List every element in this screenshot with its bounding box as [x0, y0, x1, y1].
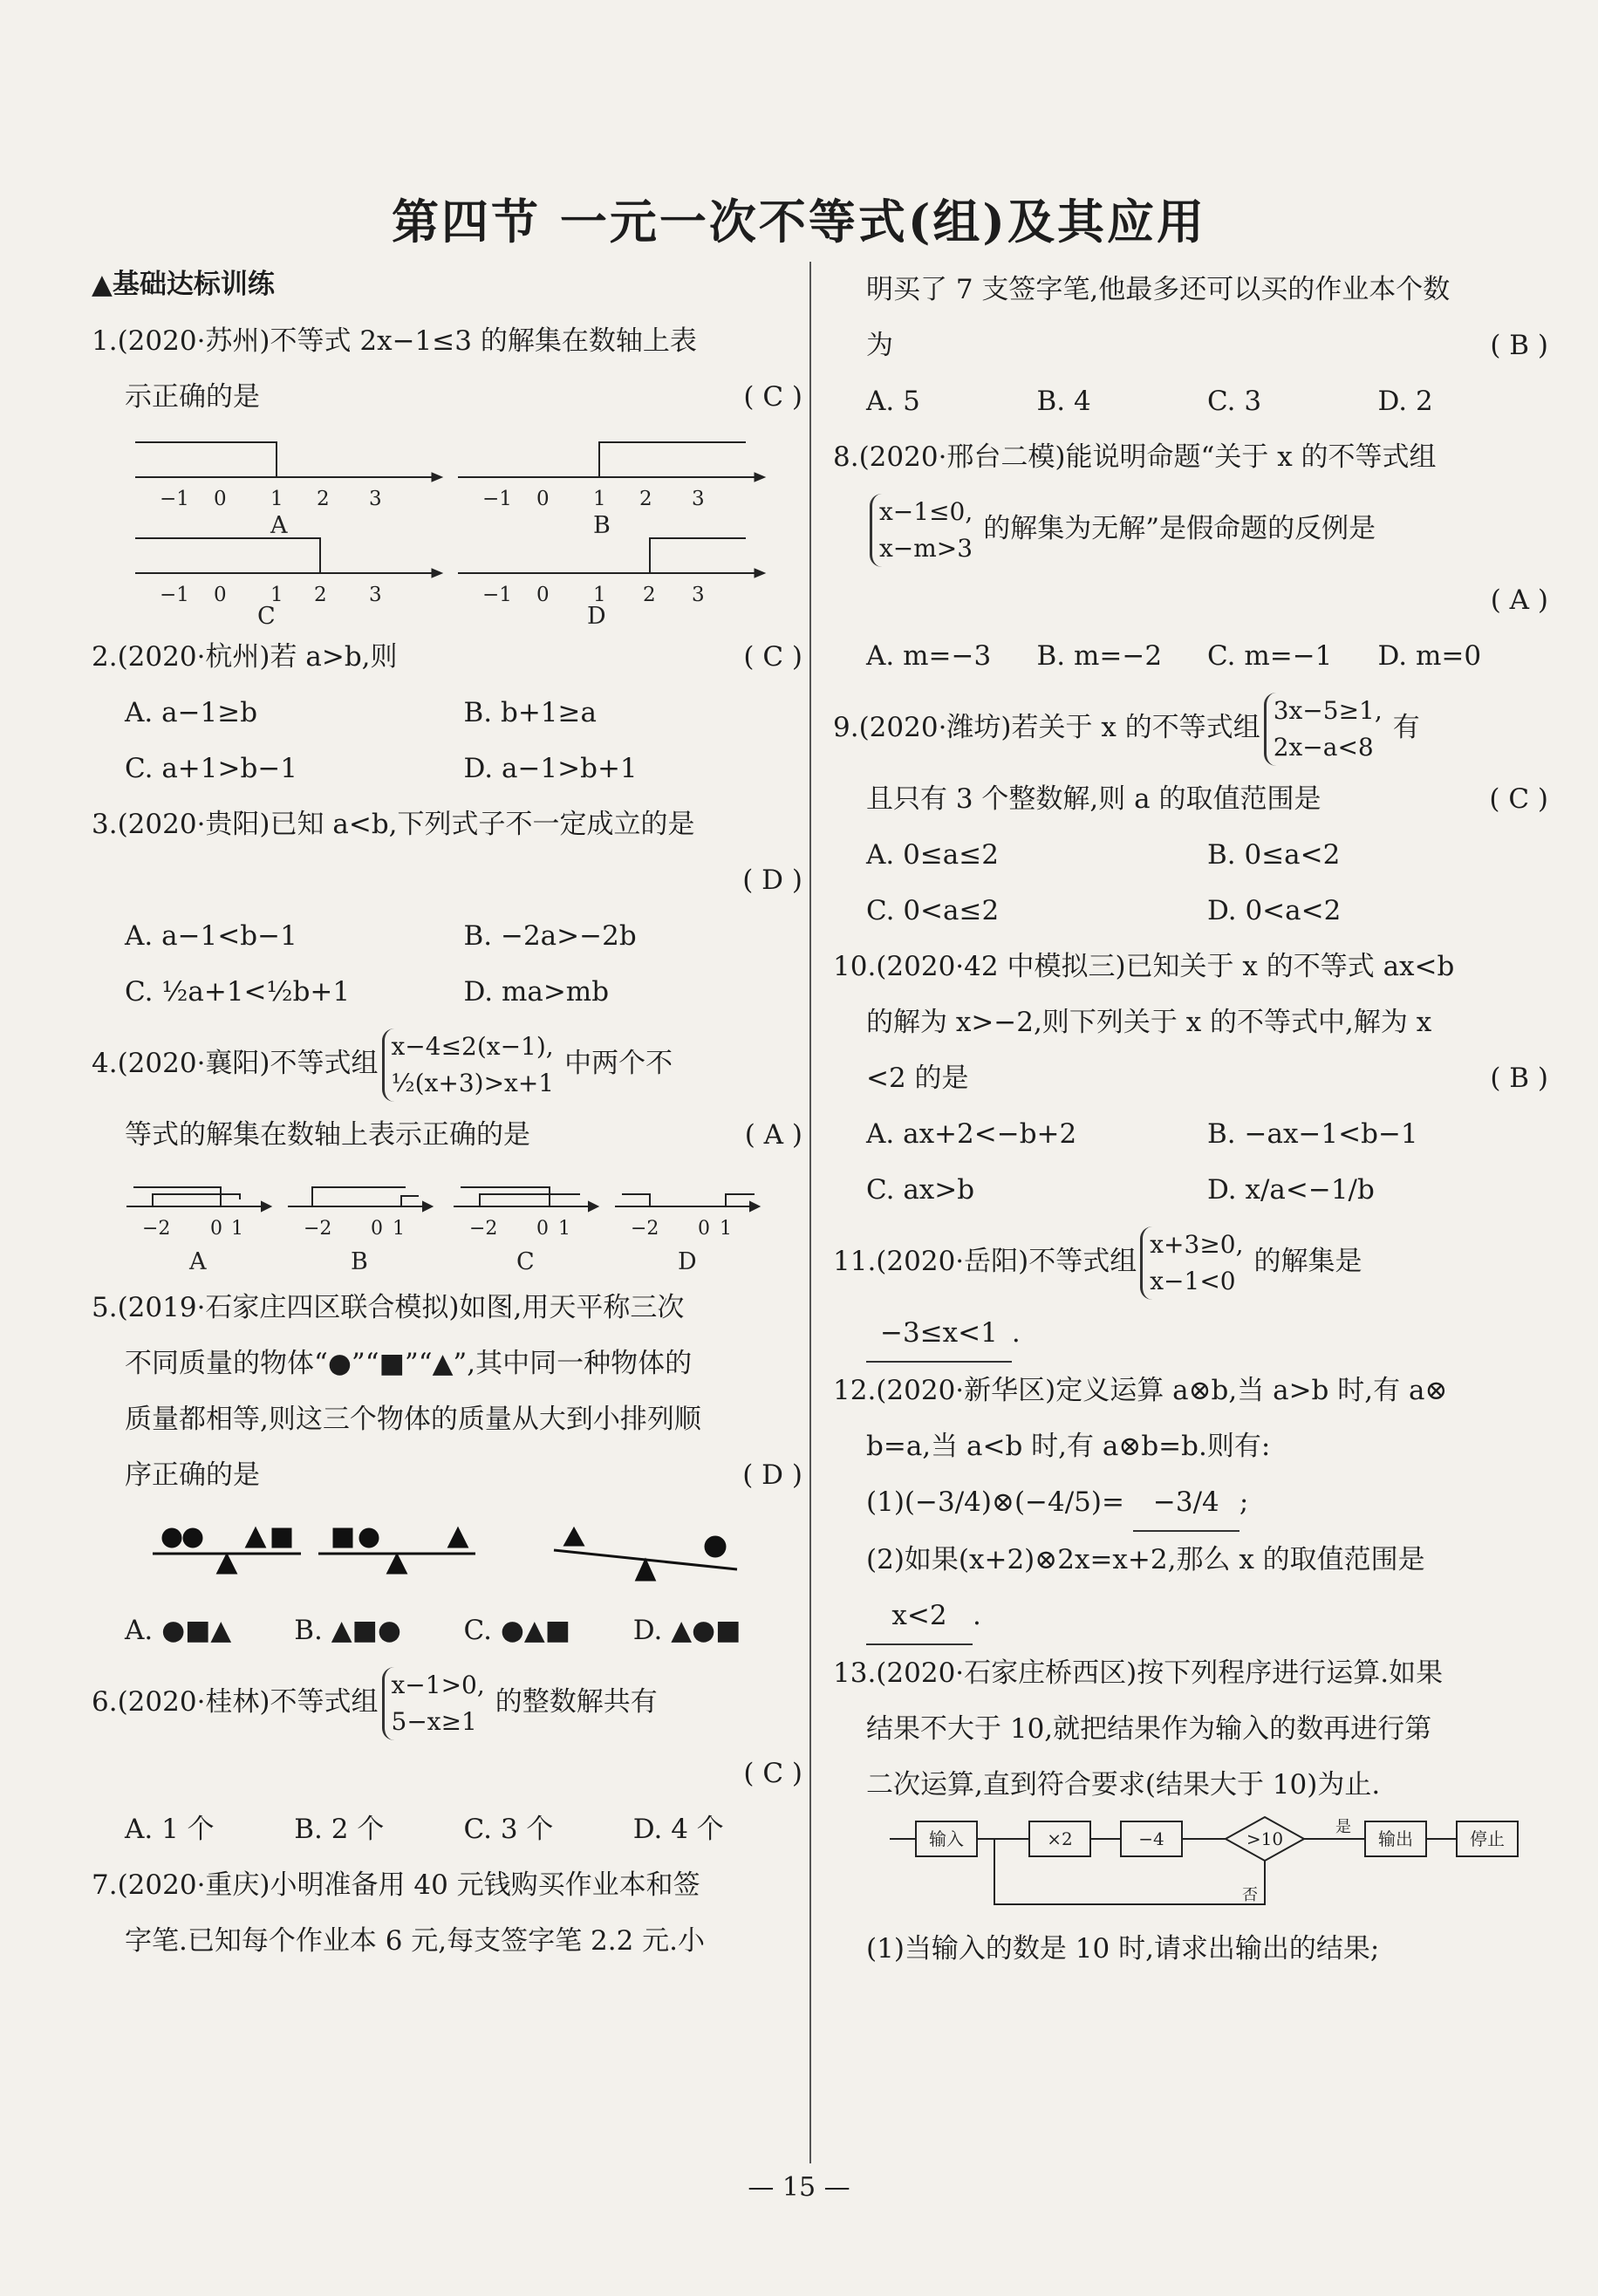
svg-text:否: 否	[1242, 1886, 1258, 1904]
flow-output: 输出	[1378, 1828, 1413, 1849]
svg-text:2: 2	[639, 488, 652, 510]
svg-text:A: A	[189, 1248, 207, 1275]
svg-text:1: 1	[593, 584, 606, 606]
svg-text:1: 1	[720, 1218, 732, 1240]
question-9: 9.(2020·潍坊)若关于 x 的不等式组 3x−5≥1, 2x−a<8 有	[833, 684, 1548, 771]
svg-text:0: 0	[371, 1218, 383, 1240]
question-2: 2.(2020·杭州)若 a>b,则 ( C )	[92, 641, 802, 673]
svg-text:−2: −2	[142, 1218, 171, 1240]
flow-stop: 停止	[1470, 1828, 1505, 1849]
svg-text:3: 3	[692, 584, 705, 606]
q11-system: x+3≥0, x−1<0	[1140, 1227, 1250, 1300]
section-heading: ▲基础达标训练	[92, 269, 275, 300]
balance-scales-figure	[92, 1503, 802, 1599]
question-10: 10.(2020·42 中模拟三)已知关于 x 的不等式 ax<b	[833, 951, 1455, 982]
svg-text:−1: −1	[160, 584, 189, 606]
svg-text:D: D	[678, 1248, 697, 1275]
q4-number-lines	[92, 1163, 802, 1276]
flow-minus4: −4	[1138, 1828, 1164, 1849]
svg-text:−1: −1	[482, 584, 512, 606]
svg-text:0: 0	[536, 1218, 549, 1240]
q1-number-lines	[92, 425, 802, 625]
flow-condition: >10	[1246, 1828, 1284, 1849]
q13-flowchart	[833, 1813, 1548, 1917]
svg-text:−2: −2	[304, 1218, 332, 1240]
svg-text:2: 2	[643, 584, 656, 606]
svg-text:0: 0	[214, 584, 227, 606]
flow-times2: ×2	[1047, 1828, 1073, 1849]
svg-text:0: 0	[698, 1218, 710, 1240]
question-7: 7.(2020·重庆)小明准备用 40 元钱购买作业本和签	[92, 1869, 700, 1901]
q1-label-d: D	[587, 603, 606, 625]
question-13: 13.(2020·石家庄桥西区)按下列程序进行运算.如果	[833, 1657, 1444, 1689]
svg-text:−2: −2	[631, 1218, 659, 1240]
q6-system: x−1>0, 5−x≥1	[382, 1667, 492, 1740]
svg-text:C: C	[516, 1248, 535, 1275]
flow-input: 输入	[929, 1828, 964, 1849]
svg-text:1: 1	[270, 584, 283, 606]
question-12: 12.(2020·新华区)定义运算 a⊗b,当 a>b 时,有 a⊗	[833, 1375, 1448, 1406]
question-5: 5.(2019·石家庄四区联合模拟)如图,用天平称三次	[92, 1292, 685, 1323]
question-6: 6.(2020·桂林)不等式组 x−1>0, 5−x≥1 的整数解共有	[92, 1658, 802, 1746]
question-4: 4.(2020·襄阳)不等式组 x−4≤2(x−1), ½(x+3)>x+1 中两个不	[92, 1020, 802, 1107]
q11-answer-blank: −3≤x<1	[866, 1305, 1012, 1363]
svg-text:0: 0	[536, 488, 550, 510]
svg-text:−1: −1	[482, 488, 512, 510]
svg-text:B: B	[351, 1248, 368, 1275]
svg-text:2: 2	[317, 488, 330, 510]
svg-text:0: 0	[214, 488, 227, 510]
q1-label-b: B	[593, 512, 611, 539]
svg-text:0: 0	[536, 584, 550, 606]
q12-answer-blank-2: x<2	[866, 1588, 973, 1645]
svg-text:2: 2	[314, 584, 327, 606]
column-divider	[809, 262, 811, 2163]
right-column: 明买了 7 支签字笔,他最多还可以买的作业本个数 为 ( B ) A. 5 B. 4 C. 3 D. 2 8.(2020·邢台二模)能说明命题“关于 x 的不等式组 x−1≤0, x−m>3 的解集为无解”是假命题的反例是 ( A ) A. m=−3 B. m=−2 C. m=−1 D. m=0 9.(2020·潍坊)若关于 x 的不等式组 3x−5≥1, 2x−a<8 有 且只有 3 个整数解,则 a 的取值范围是 ( C ) A. 0≤a≤2 B. 0≤a<2 C. 0<a≤2 D. 0<a<2 10.(2020·42 中模拟三)已知关于 x 的不等式 ax<b 的解为 x>−2,则下列关于 x 的不等式中,解为 x <2 的是 ( B ) A. ax+2<−b+2 B. −ax−1<b−1 C. ax>b D. x/a<−1/b 11.(2020·岳阳)不等式组 x+3≥0, x−1<0 的解集是 −3≤x<1 . 12.(2020·新华区)定义运算 a⊗b,当 a>b 时,有 a⊗ b=a,当 a<b 时,有 a⊗b=b.则有: (1)(−3/4)⊗(−4/5)= −3/4 ; (2)如果(x+2)⊗2x=x+2,那么 x 的取值范围是 x<2 . 13.(2020·石家庄桥西区)按下列程序进行运算.如果 结果不大于 10,就把结果作为输入的数再进行第 二次运算,直到符合要求(结果大于 10)为止. 输入 ×2 −4 >10 输出 停止 是 否 (1)当输入的数是 10 时,请求出输出的结果;	[833, 274, 1548, 1965]
left-column: ▲基础达标训练 1.(2020·苏州)不等式 2x−1≤3 的解集在数轴上表 示正确的是 ( C ) −1 0 1 2 3 −1 0 1 2 3 −1 0 1 2 3 −1 0 1 2 3 A B C D 2.(2020·杭州)若 a>b,则 ( C ) A. a−1≥b B. b+1≥a C. a+1>b−1 D. a−1>b+1 3.(2020·贵阳)已知 a<b,下列式子不一定成立的是 ( D ) A. a−1<b−1 B. −2a>−2b C. ½a+1<½b+1 D. ma>mb 4.(2020·襄阳)不等式组 x−4≤2(x−1), ½(x+3)>x+1 中两个不 等式的解集在数轴上表示正确的是 ( A ) −2 0 1 −2 0 1 −2 0 1 −2 0 1 A B C D 5.(2019·石家庄四区联合模拟)如图,用天平称三次 不同质量的物体“●”“■”“▲”,其中同一种物体的 质量都相等,则这三个物体的质量从大到小排列顺 序正确的是 ( D ) A. ●■▲ B. ▲■● C. ●▲■ D. ▲●■ 6.(2020·桂林)不等式组 x−1>0, 5−x≥1 的整数解共有 ( C ) A. 1 个 B. 2 个 C. 3 个 D. 4 个 7.(2020·重庆)小明准备用 40 元钱购买作业本和签 字笔.已知每个作业本 6 元,每支签字笔 2.2 元.小	[92, 262, 802, 1969]
page-number: — 15 —	[748, 2172, 850, 2203]
page-title: 第四节 一元一次不等式(组)及其应用	[392, 194, 1206, 249]
answer-1: ( C )	[743, 381, 802, 413]
svg-text:3: 3	[369, 488, 382, 510]
svg-text:1: 1	[558, 1218, 570, 1240]
question-8: 8.(2020·邢台二模)能说明命题“关于 x 的不等式组	[833, 441, 1437, 473]
svg-text:0: 0	[210, 1218, 222, 1240]
question-11: 11.(2020·岳阳)不等式组 x+3≥0, x−1<0 的解集是	[833, 1218, 1548, 1305]
question-3: 3.(2020·贵阳)已知 a<b,下列式子不一定成立的是	[92, 809, 695, 840]
svg-text:1: 1	[231, 1218, 243, 1240]
q12-answer-blank-1: −3/4	[1133, 1474, 1239, 1532]
q9-system: 3x−5≥1, 2x−a<8	[1264, 693, 1390, 766]
question-1: 1.(2020·苏州)不等式 2x−1≤3 的解集在数轴上表	[92, 325, 697, 357]
svg-text:1: 1	[270, 488, 283, 510]
svg-text:1: 1	[593, 488, 606, 510]
svg-text:3: 3	[692, 488, 705, 510]
svg-text:−2: −2	[469, 1218, 498, 1240]
svg-text:是: 是	[1335, 1818, 1351, 1836]
q8-system: x−1≤0, x−m>3	[870, 494, 980, 567]
q1-label-a: A	[270, 512, 288, 539]
q1-tick: −1	[160, 488, 189, 510]
svg-text:1: 1	[393, 1218, 405, 1240]
q1-label-c: C	[257, 603, 276, 625]
q4-system: x−4≤2(x−1), ½(x+3)>x+1	[382, 1028, 562, 1102]
svg-text:3: 3	[369, 584, 382, 606]
